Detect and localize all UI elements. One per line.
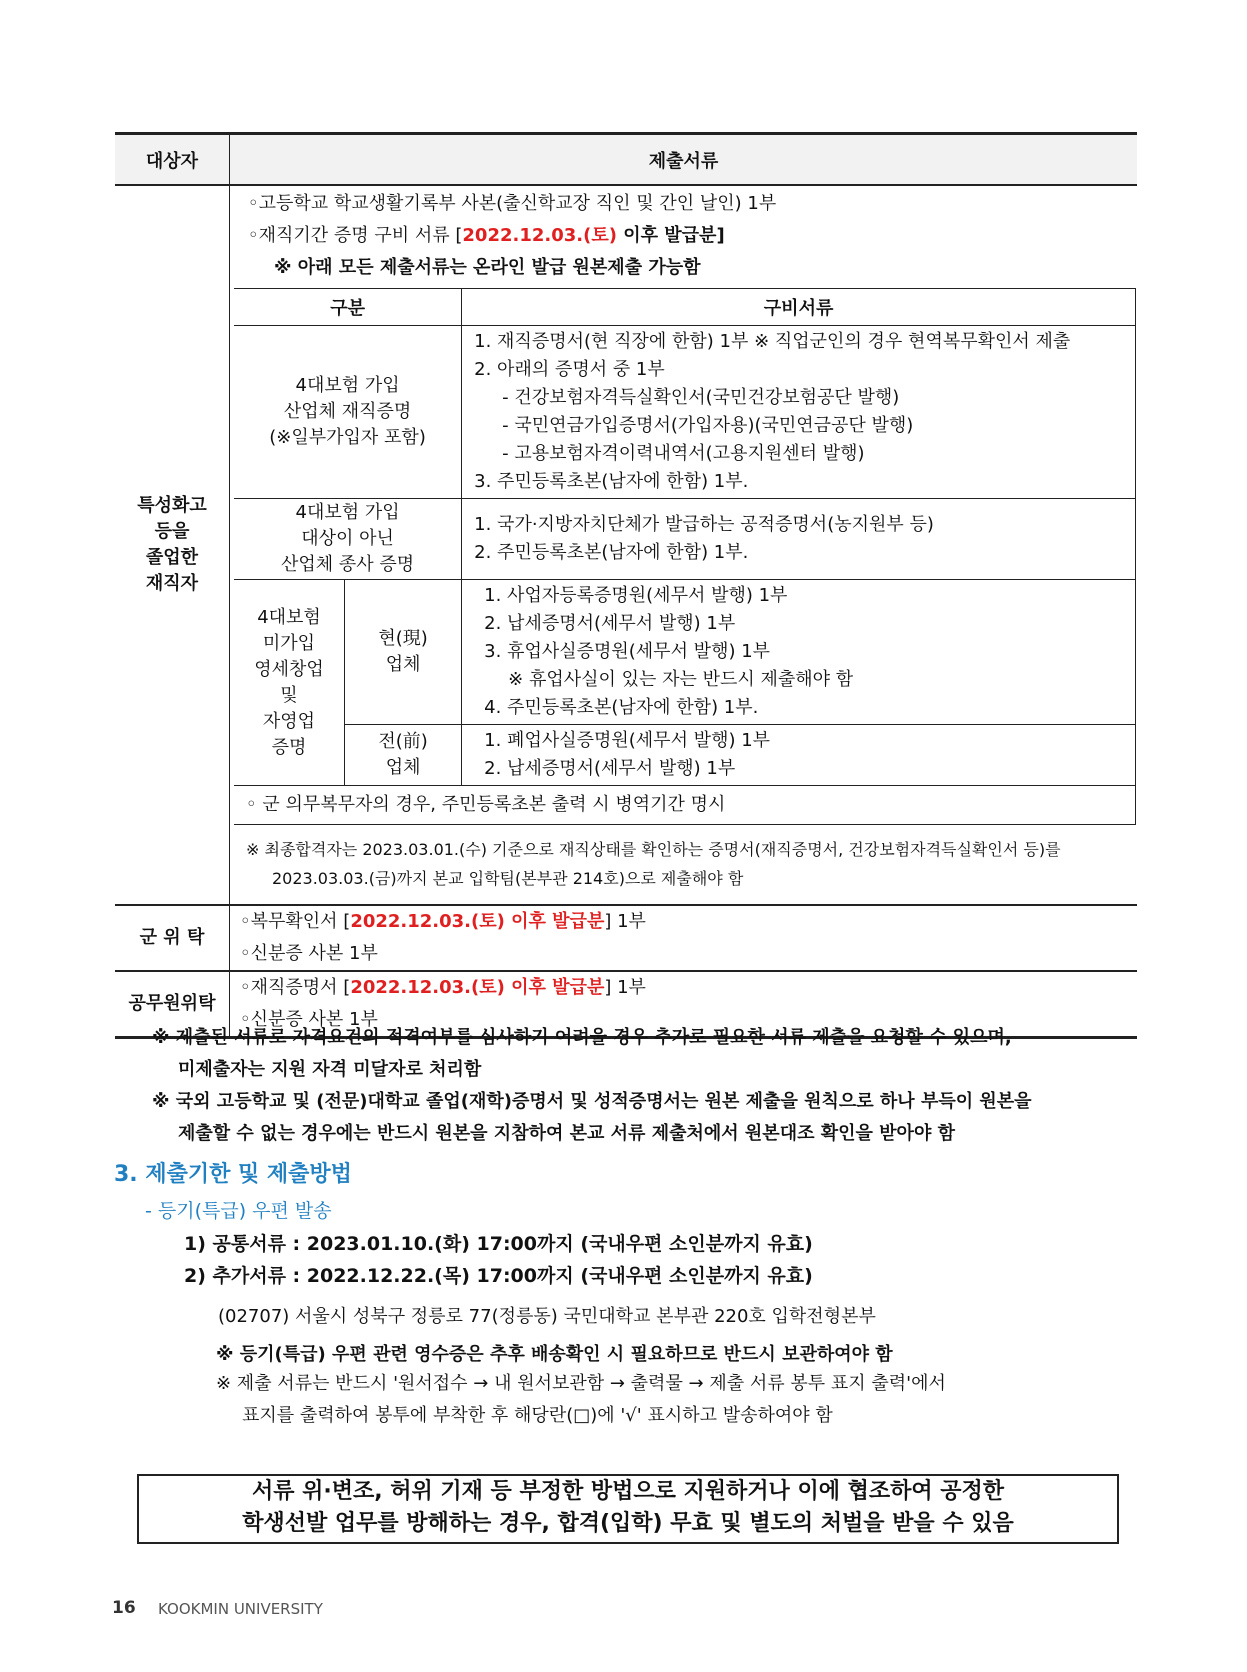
target-line: 졸업한 [145,547,199,568]
doc-line [240,906,1137,938]
doc-item: 1. 폐업사실증명원(세무서 발행) 1부 [484,730,771,751]
notes [152,1022,1032,1150]
cat-line: 업체 [385,654,421,675]
doc-item: 1. 사업자등록증명원(세무서 발행) 1부 [484,585,788,606]
date-red: 2022.12.03.(토) 이후 발급분 [350,911,605,932]
deadline-item: 1) 공통서류 : 2023.01.10.(화) 17:00까지 (국내우편 소인분까지 유효) [184,1233,813,1255]
category-not-eligible [234,499,462,580]
text: ◦복무확인서 [ [240,911,351,932]
cat-line: 미가입 [262,632,316,654]
header-documents: 제출서류 [230,134,1138,186]
special-documents [230,185,1138,905]
inner-col-category: 구분 [234,289,462,326]
deadlines [184,1228,813,1292]
target-line: 특성화고 [137,495,207,516]
final-note [234,825,1137,893]
text: ◦재직증명서 [ [240,977,351,998]
cat-line: 및 [280,684,298,706]
cat-line: 증명 [271,736,307,758]
note-line: 제출할 수 없는 경우에는 반드시 원본을 지참하여 본교 서류 제출처에서 원본대조 확인을 받아야 함 [178,1123,955,1144]
doc-item: 1. 국가·지방자치단체가 발급하는 공적증명서(농지원부 등) [474,514,934,535]
cat-line: 4대보험 [257,606,321,628]
note-line: 미제출자는 지원 자격 미달자로 처리함 [178,1059,482,1080]
cat-line: 영세창업 [254,658,324,680]
target-special [115,185,230,905]
text: 이후 발급분] [616,225,725,246]
docs-insured [462,326,1136,499]
target-line: 등을 [154,521,190,542]
cat-line: 산업체 종사 증명 [280,554,415,575]
inner-col-docs: 구비서류 [462,289,1136,326]
note-line: ※ 제출된 서류로 자격요건의 적격여부를 심사하기 어려울 경우 추가로 필요한 서류 제출을 요청할 수 있으며, [152,1027,1012,1048]
page-number: 16 [112,1598,136,1618]
note-line: ※ 최종합격자는 2023.03.01.(수) 기준으로 재직상태를 확인하는 증명서(재직증명서, 건강보험자격득실확인서 등)를 [246,840,1061,859]
doc-item: 2. 아래의 증명서 중 1부 [474,359,665,380]
doc-item: 2. 납세증명서(세무서 발행) 1부 [484,613,736,634]
cat-line: (※일부가입자 포함) [269,427,426,448]
cat-line: 4대보험 가입 [295,375,400,396]
target-line: 재직자 [145,573,199,594]
cat-line: 산업체 재직증명 [283,401,412,422]
inner-table [234,288,1136,825]
doc-item: ※ 휴업사실이 있는 자는 반드시 제출해야 함 [508,669,854,690]
doc-item: 4. 주민등록초본(남자에 한함) 1부. [484,697,759,718]
doc-line [248,220,1137,252]
note-line: ※ 국외 고등학교 및 (전문)대학교 졸업(재학)증명서 및 성적증명서는 원본 제출을 원칙으로 하나 부득이 원본을 [152,1091,1032,1112]
cat-line: 4대보험 가입 [295,502,400,523]
doc-line: ◦신분증 사본 1부 [240,1009,378,1030]
date-red: 2022.12.03.(토) [462,225,617,246]
section-sub: - 등기(특급) 우편 발송 [145,1200,332,1222]
cat-line: 업체 [385,757,421,778]
text: ] 1부 [604,977,646,998]
cat-line: 전(前) [378,731,428,752]
note-line: 2023.03.03.(금)까지 본교 입학팀(본부관 214호)으로 제출해야 함 [272,869,744,888]
military-documents [230,905,1138,971]
doc-item: - 국민연금가입증명서(가입자용)(국민연금공단 발행) [502,415,914,436]
sub-previous [345,725,462,786]
category-uninsured [234,580,345,786]
address: (02707) 서울시 성북구 정릉로 77(정릉동) 국민대학교 본부관 220호 입학전형본부 [218,1306,876,1327]
docs-not-eligible [462,499,1136,580]
envelope-warning [216,1368,946,1432]
doc-item: 1. 재직증명서(현 직장에 한함) 1부 ※ 직업군인의 경우 현역복무확인서 제출 [474,331,1071,352]
target-military: 군 위 탁 [115,905,230,971]
notice-line: 서류 위·변조, 허위 기재 등 부정한 방법으로 지원하거나 이에 협조하여 공정한 [251,1479,1005,1504]
docs-current [462,580,1136,725]
doc-item: 2. 주민등록초본(남자에 한함) 1부. [474,542,749,563]
notice-line: 학생선발 업무를 방해하는 경우, 합격(입학) 무효 및 별도의 처벌을 받을 수 있음 [242,1511,1014,1536]
sub-current [345,580,462,725]
doc-item: - 고용보험자격이력내역서(고용지원센터 발행) [502,443,865,464]
doc-item: 3. 주민등록초본(남자에 한함) 1부. [474,471,749,492]
fraud-notice-box [137,1474,1119,1544]
deadline-item: 2) 추가서류 : 2022.12.22.(목) 17:00까지 (국내우편 소인분까지 유효) [184,1265,813,1287]
university-name: KOOKMIN UNIVERSITY [158,1600,323,1618]
header-target: 대상자 [115,134,230,186]
documents-table [115,132,1137,1039]
date-red: 2022.12.03.(토) 이후 발급분 [350,977,605,998]
doc-item: 2. 납세증명서(세무서 발행) 1부 [484,758,736,779]
target-civil: 공무원위탁 [115,971,230,1038]
cat-line: 자영업 [262,710,316,732]
doc-item: 3. 휴업사실증명원(세무서 발행) 1부 [484,641,771,662]
section-title: 3. 제출기한 및 제출방법 [114,1162,352,1187]
online-note: ※ 아래 모든 제출서류는 온라인 발급 원본제출 가능함 [274,257,701,278]
doc-line [240,972,1137,1004]
category-insured [234,326,462,499]
text: ◦재직기간 증명 구비 서류 [ [248,225,463,246]
text: ] 1부 [604,911,646,932]
warn-line: 표지를 출력하여 봉투에 부착한 후 해당란(□)에 '√' 표시하고 발송하여야 함 [242,1405,833,1426]
receipt-warning: ※ 등기(특급) 우편 관련 영수증은 추후 배송확인 시 필요하므로 반드시 보관하여야 함 [216,1344,893,1365]
doc-line: ◦고등학교 학교생활기록부 사본(출신학교장 직인 및 간인 날인) 1부 [248,193,777,214]
military-note: ◦ 군 의무복무자의 경우, 주민등록초본 출력 시 병역기간 명시 [234,786,1136,825]
doc-line: ◦신분증 사본 1부 [240,943,378,964]
doc-item: - 건강보험자격득실확인서(국민건강보험공단 발행) [502,387,900,408]
warn-line: ※ 제출 서류는 반드시 '원서접수 → 내 원서보관함 → 출력물 → 제출 서류 봉투 표지 출력'에서 [216,1373,946,1394]
docs-previous [462,725,1136,786]
cat-line: 현(現) [378,628,428,649]
cat-line: 대상이 아닌 [301,528,394,549]
